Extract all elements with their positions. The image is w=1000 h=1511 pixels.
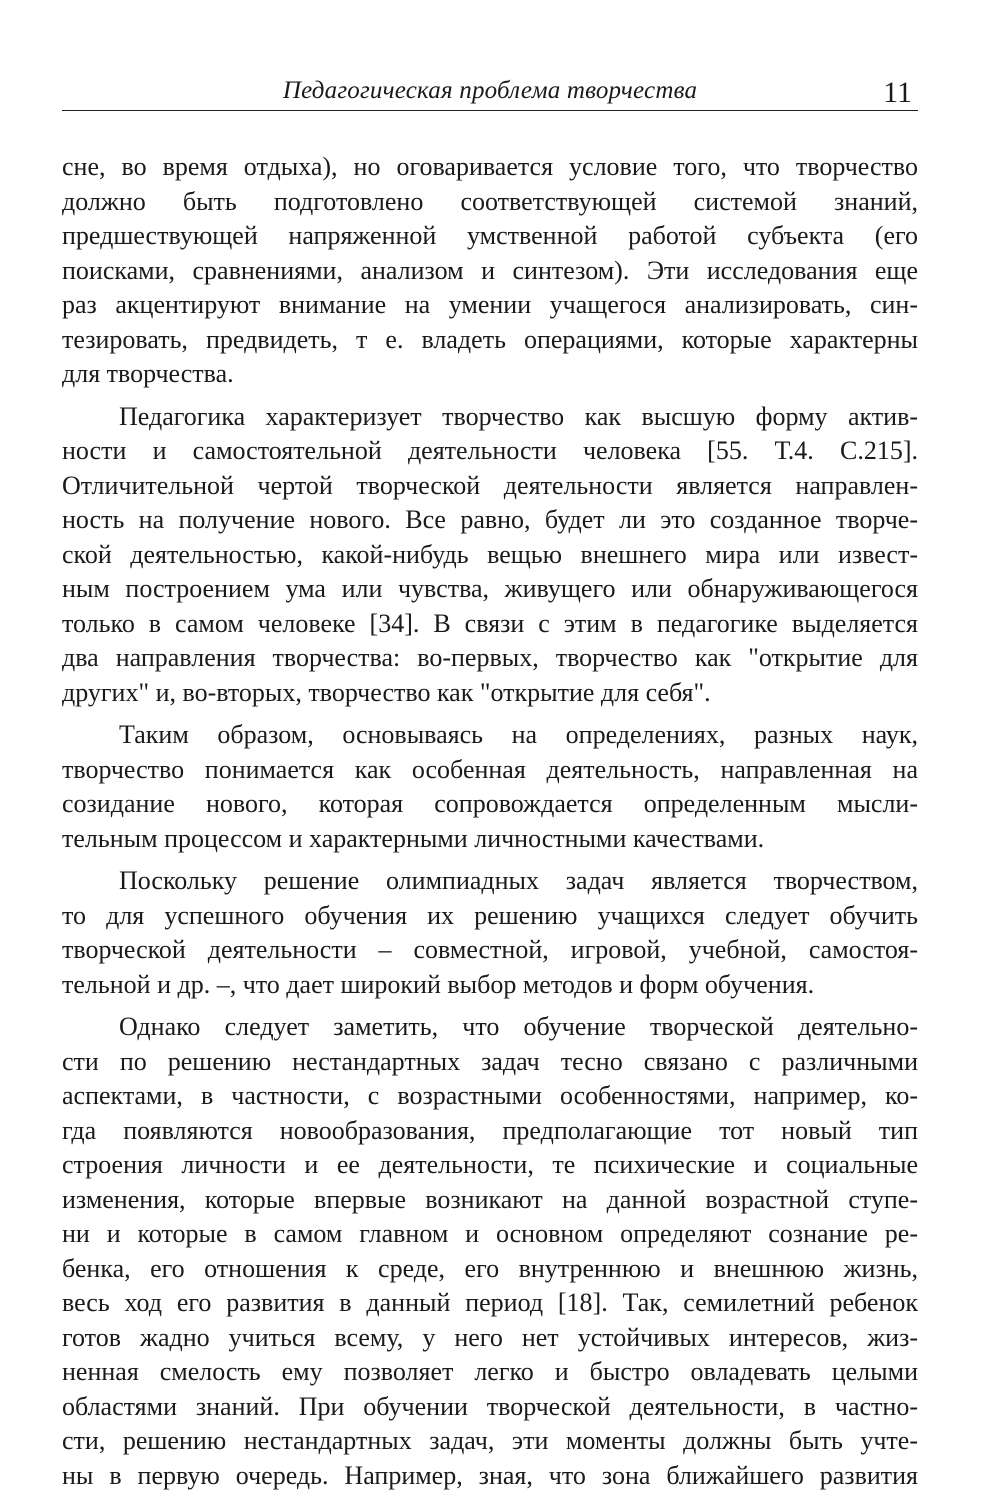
text-line: предшествующей напряженной умственной работой субъекта (его: [62, 221, 918, 250]
text-line: два направления творчества: во-первых, творчество как "открытие для: [62, 643, 918, 672]
body-text: [62, 150, 918, 1493]
text-line: для творчества.: [62, 359, 234, 388]
text-line: строения личности и ее деятельности, те психические и социальные: [62, 1150, 918, 1179]
text-line: аспектами, в частности, с возрастными особенностями, например, ко-: [62, 1081, 918, 1110]
text-line: изменения, которые впервые возникают на данной возрастной ступе-: [62, 1184, 918, 1214]
text-line: ны в первую очередь. Например, зная, что зона ближайшего развития: [62, 1460, 918, 1490]
text-line: Педагогика характеризует творчество как высшую форму актив-: [119, 401, 918, 431]
text-line: бенка, его отношения к среде, его внутреннюю и внешнюю жизнь,: [62, 1253, 918, 1283]
text-line: сне, во время отдыха), но оговаривается условие того, что творчество: [62, 152, 918, 181]
text-line: только в самом человеке [34]. В связи с этим в педагогике выделяется: [62, 608, 918, 638]
text-line: ность на получение нового. Все равно, будет ли это созданное творче-: [62, 505, 918, 534]
paragraph: [62, 400, 918, 711]
page-number: 11: [883, 76, 912, 109]
text-line: ни и которые в самом главном и основном определяют сознание ре-: [62, 1219, 918, 1248]
text-line: должно быть подготовлено соответствующей системой знаний,: [62, 186, 918, 216]
text-line: областями знаний. При обучении творческой деятельности, в частно-: [62, 1391, 918, 1421]
text-line: ненная смелость ему позволяет легко и быстро овладевать целыми: [62, 1357, 918, 1386]
text-line: тезировать, предвидеть, т е. владеть операциями, которые характерны: [62, 324, 918, 354]
text-line: сти, решению нестандартных задач, эти моменты должны быть учте-: [62, 1426, 918, 1455]
text-line: тельным процессом и характерными личностными качествами.: [62, 823, 765, 853]
paragraph: [62, 150, 918, 392]
text-line: Таким образом, основываясь на определениях, разных наук,: [119, 720, 918, 749]
paragraph: [62, 864, 918, 1002]
text-line: гда появляются новообразования, предполагающие тот новый тип: [62, 1115, 918, 1145]
text-line: поисками, сравнениями, анализом и синтезом). Эти исследования еще: [62, 255, 918, 285]
paragraph-gap: [62, 856, 918, 864]
paragraph: [62, 1010, 918, 1493]
text-line: творчество понимается как особенная деятельность, направленная на: [62, 754, 918, 784]
text-line: готов жадно учиться всему, у него нет устойчивых интересов, жиз-: [62, 1322, 918, 1352]
text-line: творческой деятельности – совместной, игровой, учебной, самостоя-: [62, 935, 918, 964]
text-line: ской деятельностью, какой-нибудь вещью внешнего мира или извест-: [62, 539, 918, 569]
paragraph: [62, 718, 918, 856]
running-header: [62, 74, 918, 111]
text-line: Отличительной чертой творческой деятельности является направлен-: [62, 470, 918, 500]
text-line: созидание нового, которая сопровождается определенным мысли-: [62, 789, 918, 818]
text-line: других" и, во-вторых, творчество как "открытие для себя".: [62, 677, 711, 707]
text-line: весь ход его развития в данный период [18]. Так, семилетний ребенок: [62, 1288, 918, 1317]
text-line: Поскольку решение олимпиадных задач является творчеством,: [119, 866, 918, 895]
paragraph-gap: [62, 710, 918, 718]
text-line: сти по решению нестандартных задач тесно связано с различными: [62, 1046, 918, 1076]
text-line: раз акцентируют внимание на умении учащегося анализировать, син-: [62, 290, 918, 319]
text-line: ности и самостоятельной деятельности человека [55. Т.4. С.215].: [62, 436, 918, 465]
paragraph-gap: [62, 1002, 918, 1010]
text-line: ным построением ума или чувства, живущего или обнаруживающегося: [62, 574, 918, 603]
paragraph-gap: [62, 392, 918, 400]
text-line: Однако следует заметить, что обучение творческой деятельно-: [119, 1012, 918, 1041]
text-line: то для успешного обучения их решению учащихся следует обучить: [62, 900, 918, 930]
text-line: тельной и др. –, что дает широкий выбор методов и форм обучения.: [62, 969, 815, 999]
running-title: Педагогическая проблема творчества: [282, 77, 698, 104]
